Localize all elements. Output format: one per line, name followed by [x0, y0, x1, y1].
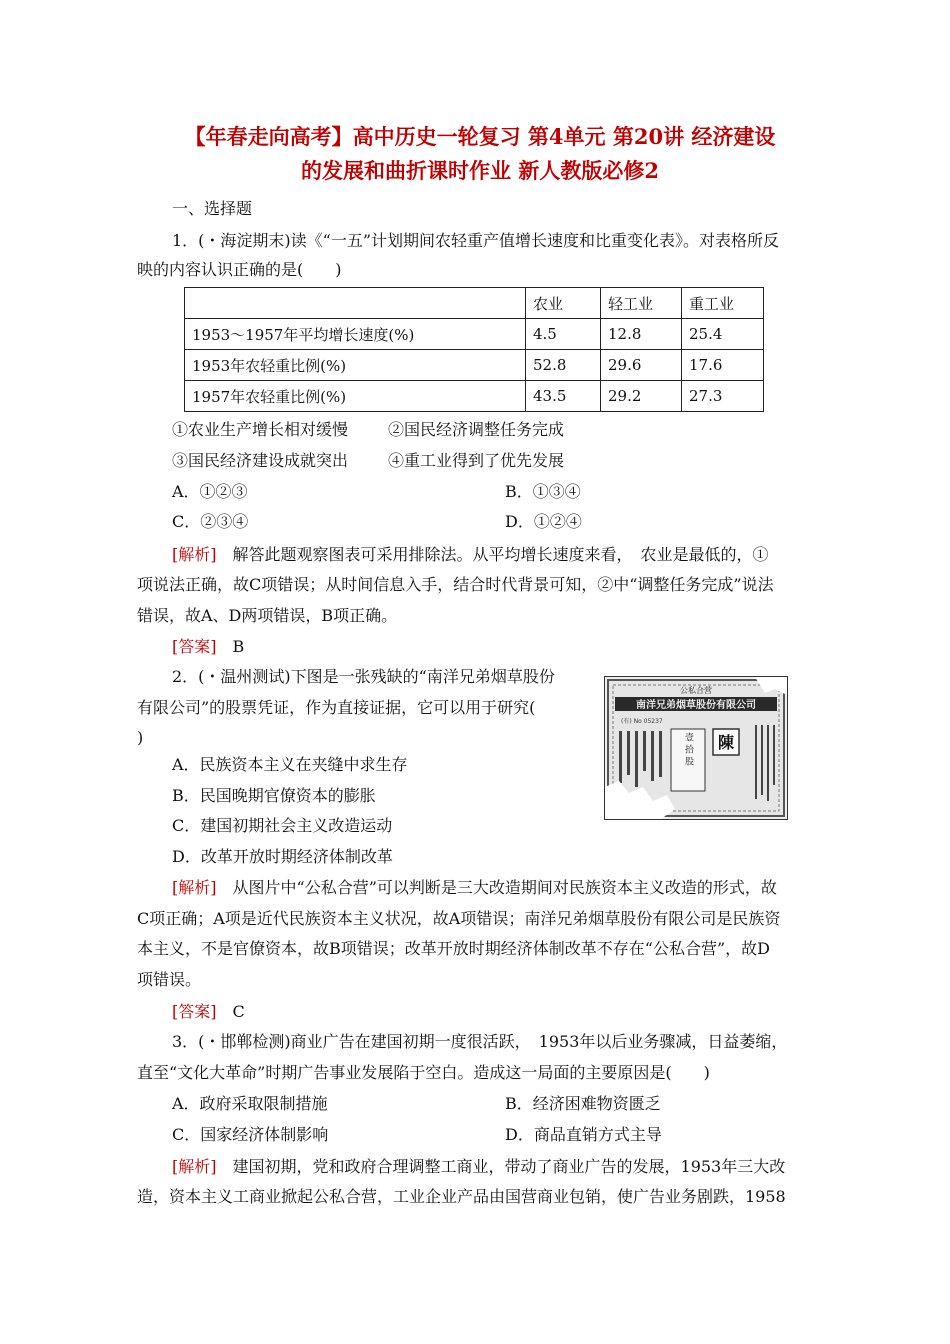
q1-option-c: C．②③④ [172, 512, 249, 531]
table-row [185, 319, 764, 350]
q3-option-b: B．经济困难物资匮乏 [505, 1094, 661, 1113]
table-cell: 1953～1957年平均增长速度(%) [185, 319, 526, 350]
document-title-line-2: 的发展和曲折课时作业 新人教版必修2 [301, 158, 659, 183]
answer-label: [答案] [172, 1002, 217, 1021]
analysis-label: [解析] [172, 545, 217, 564]
table-cell: 17.6 [682, 350, 764, 381]
q1-analysis-line-1 [172, 544, 769, 566]
table-cell: 27.3 [682, 381, 764, 412]
analysis-label: [解析] [172, 1157, 217, 1176]
table-cell: 4.5 [526, 319, 601, 350]
table-header-row [185, 288, 764, 319]
q1-statement-3: ③国民经济建设成就突出 [172, 451, 349, 470]
table-cell: 29.2 [601, 381, 682, 412]
document-title-line-1: 【年春走向高考】高中历史一轮复习 第4单元 第20讲 经济建设 [184, 124, 776, 149]
q1-stem-line-2: 映的内容认识正确的是( ) [137, 260, 342, 279]
q3-stem-line-1: 3．(・邯郸检测)商业广告在建国初期一度很活跃， 1953年以后业务骤减，日益萎缩， [172, 1032, 788, 1051]
q2-stem-line-2: 有限公司”的股票凭证，作为直接证据，它可以用于研究( [137, 698, 536, 717]
q3-option-d: D．商品直销方式主导 [505, 1125, 662, 1144]
table-row [185, 350, 764, 381]
q2-option-a: A．民族资本主义在夹缝中求生存 [172, 755, 408, 774]
q2-analysis-line-4: 项错误。 [137, 970, 202, 989]
q1-stem-line-1: 1．(・海淀期末)读《“一五”计划期间农轻重产值增长速度和比重变化表》。对表格所反 [172, 231, 780, 250]
table-row [185, 381, 764, 412]
analysis-text: 从图片中“公私合营”可以判断是三大改造期间对民族资本主义改造的形式，故 [232, 878, 777, 897]
q1-statement-4: ④重工业得到了优先发展 [388, 451, 565, 470]
certificate-company-name: 南洋兄弟烟草股份有限公司 [636, 700, 756, 711]
table-cell: 1953年农轻重比例(%) [185, 350, 526, 381]
q1-option-d: D．①②④ [505, 512, 582, 531]
analysis-text: 解答此题观察图表可采用排除法。从平均增长速度来看， 农业是最低的，① [232, 545, 769, 564]
table-cell: 25.4 [682, 319, 764, 350]
q1-option-a: A．①②③ [172, 482, 248, 501]
table-cell: 12.8 [601, 319, 682, 350]
table-cell: 52.8 [526, 350, 601, 381]
answer-label: [答案] [172, 637, 217, 656]
q3-analysis-line-2: 造，资本主义工商业掀起公私合营，工业企业产品由国营商业包销，使广告业务剧跌，1958 [137, 1187, 786, 1206]
certificate-seal: 陳 [717, 733, 735, 752]
analysis-text: 建国初期，党和政府合理调整工商业，带动了商业广告的发展，1953年三大改 [232, 1157, 786, 1176]
q3-option-c: C．国家经济体制影响 [172, 1125, 329, 1144]
q2-option-b: B．民国晚期官僚资本的膨胀 [172, 786, 376, 805]
q3-stem-line-2: 直至“文化大革命”时期广告事业发展陷于空白。造成这一局面的主要原因是( ) [137, 1063, 710, 1082]
q1-data-table [184, 287, 764, 412]
answer-value: B [232, 637, 245, 656]
certificate-banner: 公私合营 [680, 686, 712, 695]
q2-option-c: C．建国初期社会主义改造运动 [172, 816, 393, 835]
q1-analysis-line-2: 项说法正确，故C项错误；从时间信息入手，结合时代背景可知，②中“调整任务完成”说法 [137, 575, 774, 594]
certificate-serial: (有) No 05237 [621, 718, 663, 725]
analysis-label: [解析] [172, 878, 217, 897]
answer-value: C [232, 1002, 245, 1021]
table-header-cell [185, 288, 526, 319]
q1-analysis-line-3: 错误，故A、D两项错误，B项正确。 [137, 606, 398, 625]
q2-stem-line-1: 2．(・温州测试)下图是一张残缺的“南洋兄弟烟草股份 [172, 667, 555, 686]
table-cell: 43.5 [526, 381, 601, 412]
q3-analysis-line-1 [172, 1156, 785, 1178]
q2-answer-line [172, 1001, 245, 1023]
table-header-cell: 重工业 [682, 288, 764, 319]
q2-stem-line-3: ) [137, 728, 144, 747]
q2-option-d: D．改革开放时期经济体制改革 [172, 847, 393, 866]
section-heading: 一、选择题 [172, 199, 253, 218]
table-header-cell: 轻工业 [601, 288, 682, 319]
q3-option-a: A．政府采取限制措施 [172, 1094, 328, 1113]
stock-certificate-image [604, 676, 788, 820]
q2-analysis-line-2: C项正确；A项是近代民族资本主义状况，故A项错误；南洋兄弟烟草股份有限公司是民族资 [137, 909, 781, 928]
table-cell: 29.6 [601, 350, 682, 381]
q2-analysis-line-3: 本主义，不是官僚资本，故B项错误；改革开放时期经济体制改革不存在“公私合营”，故D [137, 939, 770, 958]
q1-statement-1: ①农业生产增长相对缓慢 [172, 420, 349, 439]
stock-certificate-graphic [605, 677, 787, 819]
q1-statement-2: ②国民经济调整任务完成 [388, 420, 565, 439]
q1-option-b: B．①③④ [505, 482, 581, 501]
table-header-cell: 农业 [526, 288, 601, 319]
table-cell: 1957年农轻重比例(%) [185, 381, 526, 412]
certificate-vertical-text: 壹 拾 股 [683, 732, 693, 766]
q2-analysis-line-1 [172, 877, 777, 899]
q1-answer-line [172, 636, 244, 658]
